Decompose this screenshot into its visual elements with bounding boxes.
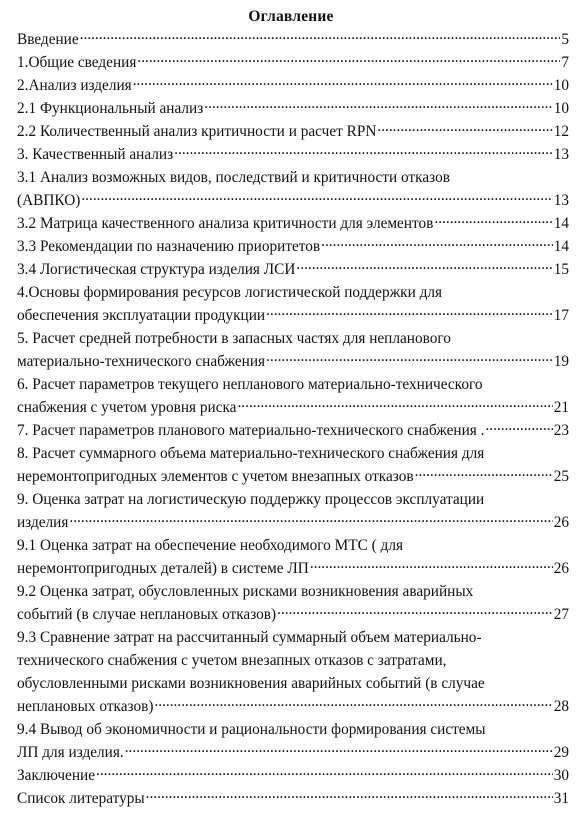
toc-entry[interactable] [17,235,569,258]
toc-entry-text-line: 2.2 Количественный анализ критичности и расчет RPN [17,123,377,140]
toc-entry-last-line [17,557,569,580]
toc-entry-text-line: 9.4 Вывод об экономичности и рациональности формирования системы [17,721,486,738]
toc-page-number: 5 [561,31,569,48]
toc-entry[interactable] [17,764,569,787]
toc-entry-last-line [17,304,569,327]
toc-entry[interactable] [17,626,569,718]
dot-leader [81,190,552,205]
toc-page-number: 19 [553,353,569,370]
toc-entry-text-line: 1.Общие сведения [17,54,137,71]
toc-entry-last-line [17,28,569,51]
toc-entry-text-line: обусловленными рисками возникновения аварийных событий (в случае [17,675,485,692]
toc-page-number: 28 [553,698,569,715]
toc-entry[interactable] [17,258,569,281]
toc-entry[interactable] [17,281,569,327]
toc-entry-text-line: 8. Расчет суммарного объема материально-технического снабжения для [17,445,485,462]
toc-entry[interactable] [17,74,569,97]
toc-entry-text-line: 3.2 Матрица качественного анализа критичности для элементов [17,215,434,232]
toc-page-number: 31 [553,790,569,807]
dot-leader [310,558,553,573]
toc-entry-last-line [17,120,569,143]
toc-entry-text-line: 3.1 Анализ возможных видов, последствий и критичности отказов [17,169,450,186]
toc-page-number: 12 [553,123,569,140]
toc-page-number: 17 [553,307,569,324]
toc-entry-last-line [17,212,569,235]
dot-leader [415,466,553,481]
toc-entry-last-line [17,97,569,120]
toc-entry[interactable] [17,488,569,534]
toc-page-number: 26 [553,514,569,531]
toc-entry[interactable] [17,166,569,212]
dot-leader [434,213,552,228]
toc-entry-text-line: 4.Основы формирования ресурсов логистической поддержки для [17,284,443,301]
toc-entry-text-line: 2.1 Функциональный анализ [17,100,204,117]
toc-entry-text-line: технического снабжения с учетом внезапных отказов с затратами, [17,652,447,669]
toc-entry[interactable] [17,442,569,488]
toc-page-number: 30 [553,767,569,784]
dot-leader [485,420,552,435]
toc-entry-text-line: изделия [17,514,69,531]
toc-entry[interactable] [17,373,569,419]
toc-entry-text-line: 3. Качественный анализ [17,146,174,163]
toc-entry-text-line: (АВПКО) [17,192,81,209]
dot-leader [146,788,553,803]
toc-entry-last-line [17,511,569,534]
toc-page-number: 15 [553,261,569,278]
toc-page-number: 25 [553,468,569,485]
toc-entry-last-line [17,419,569,442]
toc-entry-text-line: 9.1 Оценка затрат на обеспечение необходимого МТС ( для [17,537,403,554]
toc-entry-text-line: обеспечения эксплуатации продукции [17,307,266,324]
toc-entry[interactable] [17,327,569,373]
page-title: Оглавление [248,8,334,25]
toc-entry-text-line: 6. Расчет параметров текущего непланового материально-технического [17,376,483,393]
toc-entry-text-line: снабжения с учетом уровня риска [17,399,237,416]
toc-page-number: 10 [553,77,569,94]
toc-entry-text-line: 3.3 Рекомендации по назначению приоритетов [17,238,321,255]
dot-leader [321,236,553,251]
toc-entry[interactable] [17,51,569,74]
toc-page-number: 7 [561,54,569,71]
toc-entry[interactable] [17,212,569,235]
dot-leader [377,121,552,136]
table-of-contents [17,28,569,810]
toc-entry-last-line [17,258,569,281]
toc-entry-last-line [17,189,569,212]
toc-entry-last-line [17,603,569,626]
toc-entry-text-line: 2.Анализ изделия [17,77,132,94]
toc-entry-last-line [17,235,569,258]
toc-entry-text-line: ЛП для изделия. [17,744,124,761]
toc-page-number: 29 [553,744,569,761]
dot-leader [237,397,552,412]
toc-entry[interactable] [17,534,569,580]
dot-leader [125,742,553,757]
toc-entry-last-line [17,74,569,97]
dot-leader [296,259,552,274]
toc-entry-last-line [17,350,569,373]
dot-leader [69,512,552,527]
toc-entry-text-line: Заключение [17,767,96,784]
toc-page-number: 13 [553,192,569,209]
toc-entry-text-line: Список литературы [17,790,145,807]
toc-entry-text-line: материально-технического снабжения [17,353,266,370]
toc-page-number: 14 [553,215,569,232]
toc-entry[interactable] [17,419,569,442]
dot-leader [266,351,553,366]
toc-entry[interactable] [17,120,569,143]
toc-entry-text-line: 3.4 Логистическая структура изделия ЛСИ [17,261,296,278]
toc-page-number: 27 [553,606,569,623]
toc-entry[interactable] [17,787,569,810]
toc-entry-last-line [17,465,569,488]
toc-page-number: 13 [553,146,569,163]
toc-entry-last-line [17,787,569,810]
toc-entry[interactable] [17,718,569,764]
toc-entry-text-line: 9.3 Сравнение затрат на рассчитанный суммарный объем материально- [17,629,482,646]
toc-page-number: 21 [553,399,569,416]
dot-leader [80,29,561,44]
toc-entry-last-line [17,51,569,74]
toc-entry-text-line: 9. Оценка затрат на логистическую поддержку процессов эксплуатации [17,491,485,508]
toc-entry-text-line: 9.2 Оценка затрат, обусловленных рисками возникновения аварийных [17,583,474,600]
toc-entry-text-line: 5. Расчет средней потребности в запасных частях для непланового [17,330,451,347]
dot-leader [154,696,552,711]
toc-entry-last-line [17,396,569,419]
toc-entry-last-line [17,741,569,764]
toc-page-number: 10 [553,100,569,117]
toc-entry[interactable] [17,580,569,626]
toc-entry[interactable] [17,97,569,120]
dot-leader [133,75,553,90]
toc-entry-last-line [17,143,569,166]
toc-page-number: 23 [553,422,569,439]
dot-leader [204,98,552,113]
toc-entry[interactable] [17,143,569,166]
toc-entry-text-line: неремонтопригодных деталей) в системе ЛП [17,560,309,577]
toc-entry-text-line: неплановых отказов) [17,698,154,715]
dot-leader [137,52,560,67]
dot-leader [266,305,553,320]
dot-leader [96,765,553,780]
toc-page-number: 14 [553,238,569,255]
dot-leader [174,144,553,159]
toc-page-number: 26 [553,560,569,577]
toc-entry-text-line: событий (в случае неплановых отказов) [17,606,277,623]
toc-entry[interactable] [17,28,569,51]
toc-entry-text-line: 7. Расчет параметров планового материально-технического снабжения . [17,422,485,439]
toc-entry-text-line: Введение [17,31,79,48]
toc-entry-last-line [17,764,569,787]
toc-entry-last-line [17,695,569,718]
toc-entry-text-line: неремонтопригодных элементов с учетом внезапных отказов [17,468,414,485]
dot-leader [277,604,553,619]
